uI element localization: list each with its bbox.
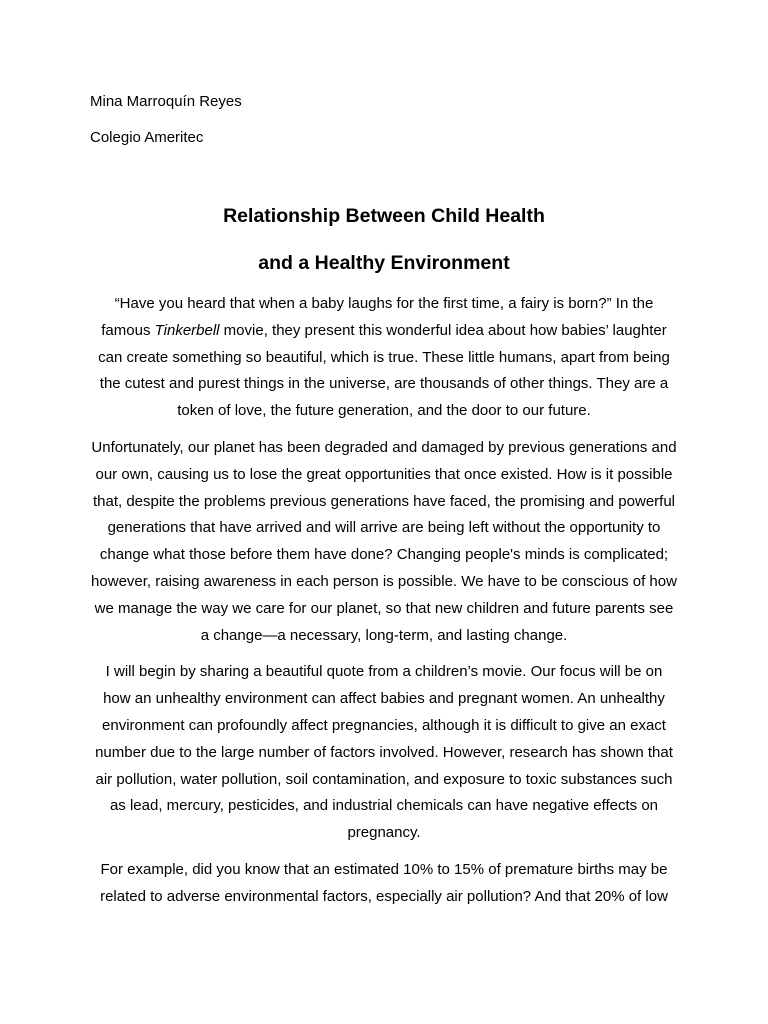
document-title-line-1: Relationship Between Child Health [223, 205, 545, 227]
paragraph-1 [90, 291, 678, 425]
school-name: Colegio Ameritec [90, 129, 204, 146]
paragraph-4: For example, did you know that an estimated 10% to 15% of premature births may be related to adverse environmental factors, especially air pollution? And that 20% of low [100, 860, 668, 905]
paragraph-1-text-a: “Have you heard that when a baby laughs for the first time, a fairy is born?” In the famous [101, 295, 654, 339]
document-body [90, 291, 678, 921]
paragraph-1-text-b: movie, they present this wonderful idea about how babies’ laughter can create something so beautiful, which is true. These little humans, apart from being the cutest and purest things in the universe, are thousands of other things. They are a token of love, the future generation, and the door to our future. [98, 321, 670, 420]
paragraph-2: Unfortunately, our planet has been degraded and damaged by previous generations and our own, causing us to lose the great opportunities that once existed. How is it possible that, despite the problems previous generations have faced, the promising and powerful generations that have arrived and will arrive are being left without the opportunity to change what those before them have done? Changing people's minds is complicated; however, raising awareness in each person is possible. We have to be conscious of how we manage the way we care for our planet, so that new children and future parents see a change—a necessary, long-term, and lasting change. [91, 438, 677, 644]
paragraph-3: I will begin by sharing a beautiful quote from a children’s movie. Our focus will be on how an unhealthy environment can affect babies and pregnant women. An unhealthy environment can profoundly affect pregnancies, although it is difficult to give an exact number due to the large number of factors involved. However, research has shown that air pollution, water pollution, soil contamination, and exposure to toxic substances such as lead, mercury, pesticides, and industrial chemicals can have negative effects on pregnancy. [95, 663, 673, 842]
author-name: Mina Marroquín Reyes [90, 93, 242, 110]
paragraph-1-movie-title: Tinkerbell [154, 321, 220, 339]
document-title-line-2: and a Healthy Environment [258, 252, 510, 274]
